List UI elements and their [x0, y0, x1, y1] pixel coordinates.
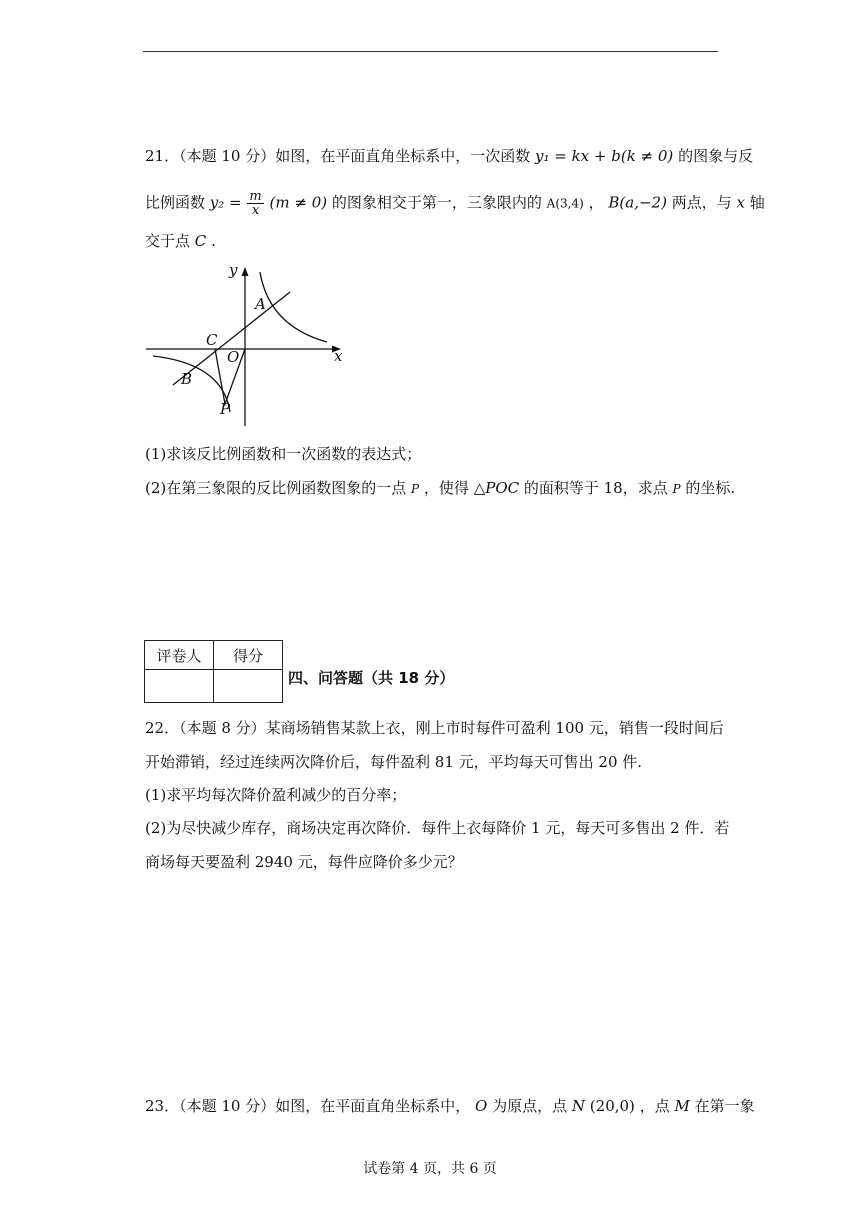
- point-n-symbol: N: [571, 1097, 586, 1115]
- q22-sub1: (1)求平均每次降价盈利减少的百分率；: [145, 786, 407, 804]
- q21-sub1: (1)求该反比例函数和一次函数的表达式；: [145, 445, 422, 463]
- graph-label-c: C: [206, 331, 218, 349]
- q21-text: 轴: [749, 193, 765, 212]
- q21-sub2: [145, 478, 735, 499]
- q21-inverse-y: y₂ =: [209, 193, 242, 212]
- point-c-symbol: C: [194, 232, 207, 250]
- y-axis-arrow: [242, 267, 249, 276]
- reviewer-header: 评卷人: [145, 641, 214, 670]
- graph-label-x: x: [334, 347, 343, 365]
- point-m-symbol: M: [674, 1097, 690, 1115]
- q21-text: 的图象相交于第一，三象限内的: [331, 193, 542, 212]
- q21-text: 两点，与: [671, 193, 732, 212]
- score-table: [144, 640, 283, 703]
- point-b-coords: B(a,−2): [608, 193, 667, 212]
- hyperbola-branch-q1: [260, 272, 327, 342]
- q21-line1: [145, 146, 753, 166]
- q23-line1: [145, 1096, 755, 1116]
- q21-text: .: [211, 232, 216, 250]
- q23-text: ，点: [639, 1097, 670, 1115]
- axis-x-symbol: x: [736, 193, 745, 212]
- point-o-symbol: O: [475, 1097, 488, 1115]
- q22-line2: 开始滞销，经过连续两次降价后，每件盈利 81 元，平均每天可售出 20 件.: [145, 753, 643, 771]
- q21-linear-formula: y₁ = kx + b(k ≠ 0): [535, 147, 674, 165]
- point-p-symbol: P: [411, 482, 420, 496]
- point-p-symbol: P: [672, 482, 681, 496]
- page-footer: 试卷第 4 页，共 6 页: [363, 1161, 497, 1177]
- q21-text: ，: [588, 193, 604, 212]
- point-a-coords: A(3,4): [546, 196, 584, 211]
- q21-text: (2)在第三象限的反比例函数图象的一点: [145, 479, 407, 497]
- q21-line3: [145, 231, 216, 251]
- q21-condition: (m ≠ 0): [269, 193, 328, 212]
- q21-text: ，使得: [423, 479, 469, 497]
- q21-text: 比例函数: [145, 193, 206, 212]
- section-title: 四、问答题（共 18 分）: [288, 669, 455, 687]
- score-header: 得分: [214, 641, 283, 670]
- graph-label-b: B: [181, 370, 193, 388]
- q22-sub2-line1: (2)为尽快减少库存，商场决定再次降价．每件上衣每降价 1 元，每天可多售出 2 件．若: [145, 819, 730, 837]
- q21-line2: [145, 190, 765, 217]
- fraction-denominator: x: [251, 203, 260, 218]
- triangle-poc-symbol: △POC: [473, 479, 520, 497]
- q21-text: 的面积等于 18，求点: [523, 479, 668, 497]
- q22-sub2-line2: 商场每天要盈利 2940 元，每件应降价多少元？: [145, 853, 463, 871]
- q21-text: 21．（本题 10 分）如图，在平面直角坐标系中，一次函数: [145, 147, 531, 165]
- reviewer-cell[interactable]: [145, 670, 214, 703]
- q21-text: 交于点: [145, 232, 191, 250]
- q22-line1: 22．（本题 8 分）某商场销售某款上衣，刚上市时每件可盈利 100 元，销售一段时间后: [145, 719, 724, 737]
- q23-text: 在第一象: [694, 1097, 755, 1115]
- graph-label-p: P: [220, 400, 231, 418]
- graph-label-o: O: [227, 348, 240, 366]
- q23-text: 23．（本题 10 分）如图，在平面直角坐标系中，: [145, 1097, 471, 1115]
- q21-fraction: [247, 190, 263, 217]
- q21-text: 的图象与反: [678, 147, 754, 165]
- score-cell[interactable]: [214, 670, 283, 703]
- point-n-coords: (20,0): [589, 1097, 635, 1115]
- header-rule: [143, 51, 718, 52]
- graph-label-y: y: [229, 261, 238, 279]
- fraction-numerator: m: [249, 189, 262, 204]
- q21-text: 的坐标.: [685, 479, 736, 497]
- coordinate-graph: [143, 260, 353, 430]
- graph-label-a: A: [255, 295, 266, 313]
- q23-text: 为原点，点: [492, 1097, 568, 1115]
